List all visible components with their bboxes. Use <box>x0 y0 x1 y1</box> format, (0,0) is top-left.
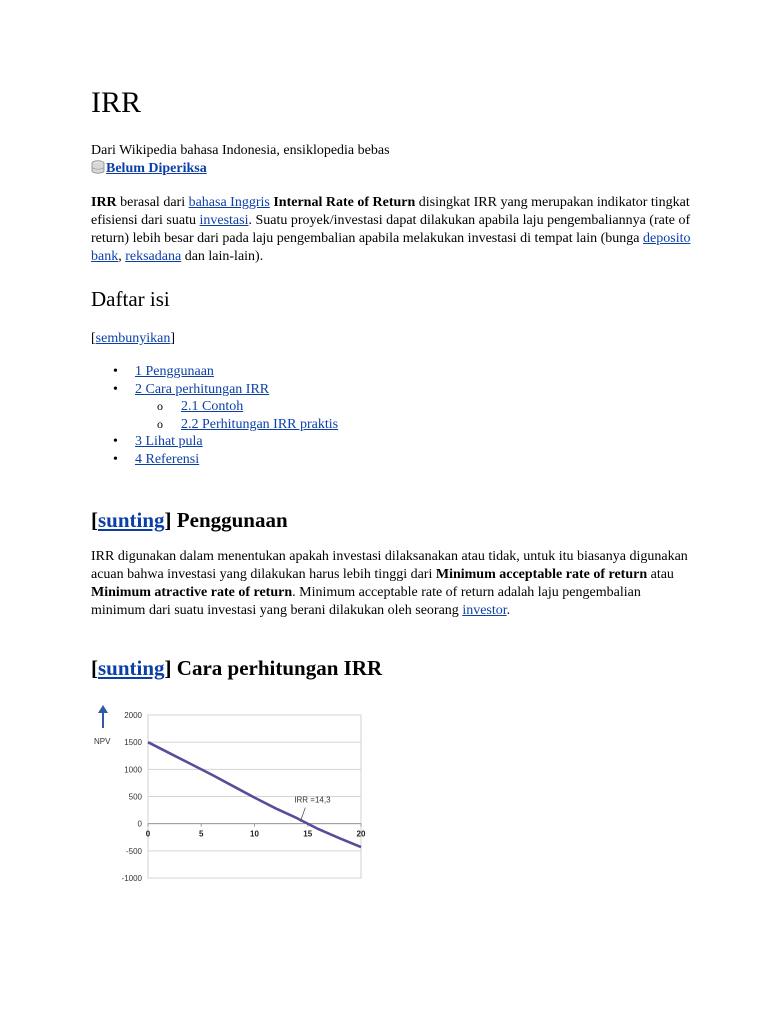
bracket: ] <box>170 331 175 346</box>
link-bahasa-inggris[interactable]: bahasa Inggris <box>188 195 270 210</box>
toc-link-referensi[interactable]: 4 Referensi <box>135 451 200 467</box>
bullet: • <box>113 434 118 450</box>
toc-link-lihat-pula[interactable]: 3 Lihat pula <box>135 434 203 450</box>
section-title: Cara perhitungan IRR <box>171 656 383 680</box>
review-status-link[interactable]: Belum Diperiksa <box>106 161 207 176</box>
bracket: [ <box>91 331 96 346</box>
intro-paragraph <box>91 194 691 266</box>
intro-term-full: Internal Rate of Return <box>273 195 416 210</box>
toc-link-irr-praktis[interactable]: 2.2 Perhitungan IRR praktis <box>181 416 339 432</box>
toc-item <box>91 451 338 469</box>
paragraph-text: IRR digunakan dalam menentukan apakah investasi dilaksanakan atau tidak, untuk itu biasanya digunakan acuan bahwa investasi yang dilakukan harus lebih tinggi dari <box>91 549 688 582</box>
link-deposito[interactable]: deposito <box>643 231 691 246</box>
x-tick-label: 5 <box>199 829 204 839</box>
bold-term: Minimum atractive rate of return <box>91 585 293 600</box>
penggunaan-paragraph <box>91 548 691 620</box>
bold-term: Minimum acceptable rate of return <box>435 567 648 582</box>
site-tagline: Dari Wikipedia bahasa Indonesia, ensiklopedia bebas <box>91 143 390 158</box>
bracket: [ <box>91 656 98 680</box>
sub-bullet: o <box>157 399 163 414</box>
y-tick-label: 2000 <box>124 711 142 720</box>
arrow-up-icon <box>98 705 108 713</box>
toc-toggle <box>91 330 175 348</box>
bullet: • <box>113 451 118 467</box>
toc-link-contoh[interactable]: 2.1 Contoh <box>181 399 244 415</box>
toc-hide-link[interactable]: sembunyikan <box>95 331 171 346</box>
bracket: ] <box>164 656 172 680</box>
y-axis-label: NPV <box>94 737 111 746</box>
link-bank[interactable]: bank <box>91 249 119 264</box>
section-heading-penggunaan <box>91 508 288 533</box>
section-heading-cara-perhitungan <box>91 656 382 681</box>
paragraph-text: atau <box>647 567 674 582</box>
y-tick-label: 0 <box>137 819 142 829</box>
paragraph-text: . <box>506 603 511 618</box>
x-tick-label: 20 <box>356 829 366 839</box>
link-investor[interactable]: investor <box>462 603 507 618</box>
y-tick-label: 500 <box>128 792 142 802</box>
toc-subitem <box>91 398 338 416</box>
link-reksadana[interactable]: reksadana <box>125 249 182 264</box>
y-tick-label: 1000 <box>124 765 142 775</box>
paragraph-text: . Minimum acceptable rate of return adalah laju pengembalian minimum dari suatu investasi yang berani dilakukan oleh seorang <box>91 585 641 618</box>
x-tick-label: 0 <box>145 829 151 839</box>
toc-subitem <box>91 416 338 434</box>
intro-text: dan lain-lain). <box>181 249 264 264</box>
x-tick-label: 10 <box>250 829 259 839</box>
edit-link-cara-perhitungan[interactable]: sunting <box>98 656 165 680</box>
intro-text: berasal dari <box>116 195 189 210</box>
intro-text: disingkat IRR yang merupakan indikator tingkat efisiensi dari suatu <box>91 195 690 228</box>
section-title: Penggunaan <box>171 508 288 532</box>
npv-chart-svg <box>91 700 391 890</box>
database-icon <box>91 160 105 174</box>
bullet: • <box>113 381 118 397</box>
y-tick-label: -1000 <box>121 874 142 883</box>
bracket: [ <box>91 508 98 532</box>
link-investasi[interactable]: investasi <box>199 213 249 228</box>
toc-list <box>91 363 338 469</box>
npv-chart <box>91 700 391 895</box>
intro-text: , <box>118 249 126 264</box>
y-tick-label: -500 <box>125 846 142 856</box>
toc-heading: Daftar isi <box>91 287 170 311</box>
toc-item <box>91 363 338 381</box>
edit-link-penggunaan[interactable]: sunting <box>98 508 165 532</box>
x-tick-label: 15 <box>303 829 313 839</box>
toc-item <box>91 433 338 451</box>
toc-link-penggunaan[interactable]: 1 Penggunaan <box>135 364 214 379</box>
bullet: • <box>113 364 118 379</box>
bracket: ] <box>164 508 172 532</box>
y-tick-label: 1500 <box>124 738 142 748</box>
review-status <box>91 160 207 178</box>
irr-annotation: IRR =14,3 <box>294 795 331 805</box>
intro-term: IRR <box>91 195 117 210</box>
toc-link-cara-perhitungan[interactable]: 2 Cara perhitungan IRR <box>135 381 270 397</box>
toc-item <box>91 381 338 399</box>
intro-text: . Suatu proyek/investasi dapat dilakukan apabila laju pengembaliannya (rate of return) lebih besar dari pada laju pengembalian apabila melakukan investasi di tempat lain (bunga <box>91 213 691 246</box>
sub-bullet: o <box>157 416 163 431</box>
page-title: IRR <box>91 86 142 119</box>
